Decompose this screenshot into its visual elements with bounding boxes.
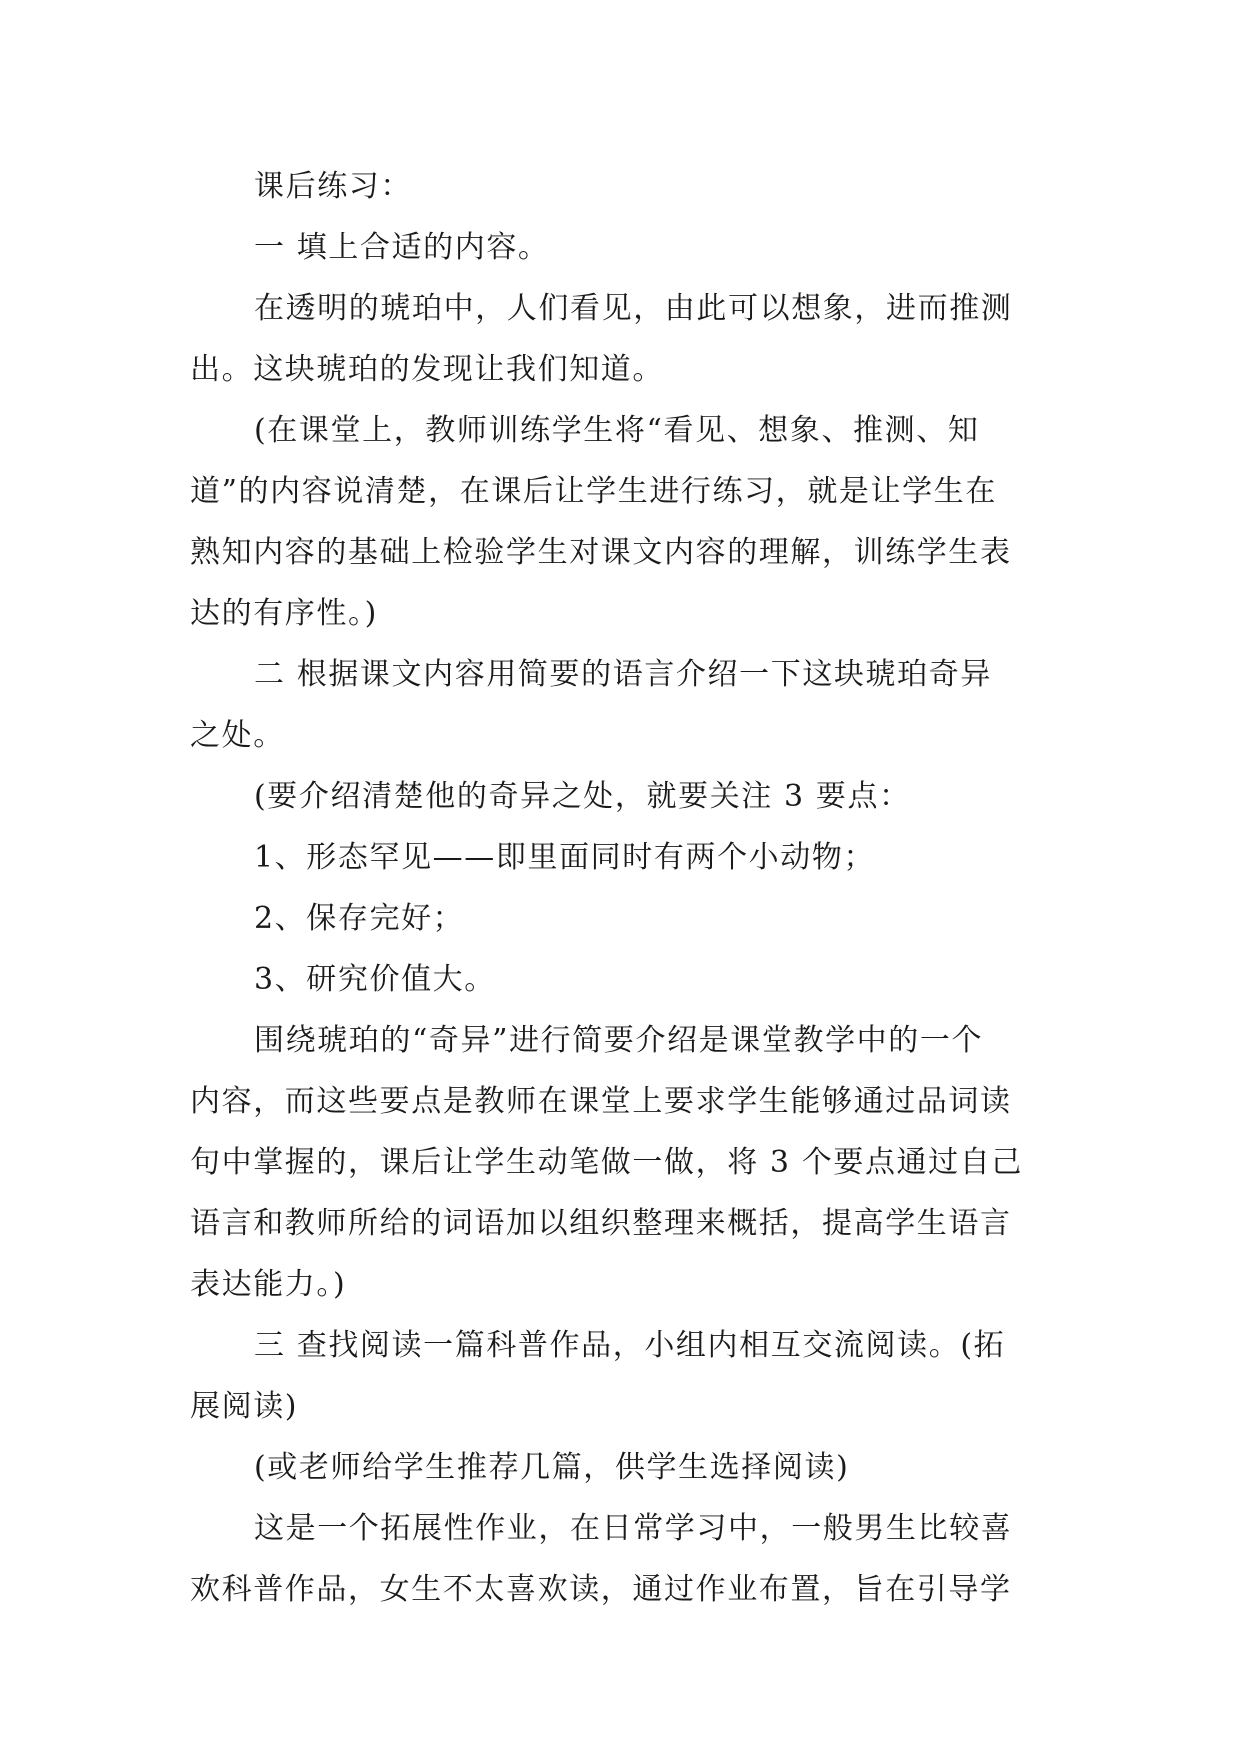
text-line: 一 填上合适的内容。 xyxy=(254,230,550,265)
text-line: 围绕琥珀的“奇异”进行简要介绍是课堂教学中的一个 xyxy=(254,1023,984,1058)
text-line: 这是一个拓展性作业，在日常学习中，一般男生比较喜 xyxy=(254,1511,1013,1546)
text-line: 二 根据课文内容用简要的语言介绍一下这块琥珀奇异 xyxy=(254,657,992,692)
text-line: 2、保存完好； xyxy=(254,901,465,936)
text-line: 1、形态罕见——即里面同时有两个小动物； xyxy=(254,840,876,875)
text-line: 展阅读) xyxy=(190,1389,299,1424)
text-line: 出。这块琥珀的发现让我们知道。 xyxy=(190,352,664,387)
text-line: 之处。 xyxy=(190,718,285,753)
text-line: 三 查找阅读一篇科普作品，小组内相互交流阅读。(拓 xyxy=(254,1328,1006,1363)
text-line: (要介绍清楚他的奇异之处，就要关注 3 要点： xyxy=(254,779,911,814)
text-line: 语言和教师所给的词语加以组织整理来概括，提高学生语言 xyxy=(190,1206,1012,1241)
text-line: (在课堂上，教师训练学生将“看见、想象、推测、知 xyxy=(254,413,980,448)
text-line: 句中掌握的，课后让学生动笔做一做，将 3 个要点通过自己 xyxy=(190,1145,1023,1180)
text-line: 欢科普作品，女生不太喜欢读，通过作业布置，旨在引导学 xyxy=(190,1572,1012,1607)
text-line: 内容，而这些要点是教师在课堂上要求学生能够通过品词读 xyxy=(190,1084,1012,1119)
text-line: 表达能力。) xyxy=(190,1267,347,1302)
text-line: 在透明的琥珀中，人们看见，由此可以想象，进而推测 xyxy=(254,291,1013,326)
text-line: 熟知内容的基础上检验学生对课文内容的理解，训练学生表 xyxy=(190,535,1012,570)
document-body xyxy=(190,156,1050,1620)
text-line: 课后练习： xyxy=(254,169,412,204)
text-line: (或老师给学生推荐几篇，供学生选择阅读) xyxy=(254,1450,850,1485)
text-line: 道”的内容说清楚，在课后让学生进行练习，就是让学生在 xyxy=(190,474,997,509)
text-line: 3、研究价值大。 xyxy=(254,962,496,997)
text-line: 达的有序性。) xyxy=(190,596,378,631)
